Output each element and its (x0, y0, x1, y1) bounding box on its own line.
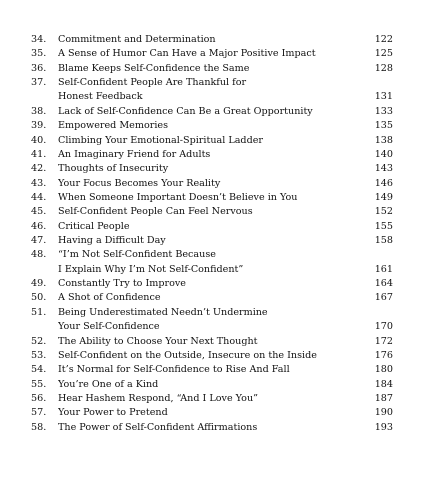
toc-entry (0, 220, 423, 234)
toc-entry-page-number: 155 (374, 220, 393, 232)
toc-entry-title: Your Power to Pretend (58, 407, 168, 419)
toc-entry-page-number: 184 (374, 378, 393, 390)
toc-entry-page-number: 152 (374, 206, 393, 218)
toc-entry-number: 57. (31, 407, 47, 419)
toc-entry-continuation (0, 263, 423, 277)
toc-entry-title: Constantly Try to Improve (58, 278, 186, 290)
toc-entry-title: Your Focus Becomes Your Reality (58, 177, 221, 189)
toc-entry-page-number: 138 (374, 134, 393, 146)
toc-entry-title: Empowered Memories (58, 120, 168, 132)
toc-entry-title: Blame Keeps Self-Confidence the Same (58, 62, 250, 74)
toc-entry-title: “I’m Not Self-Confident Because (58, 249, 216, 261)
toc-entry (0, 162, 423, 176)
toc-entry-title: You’re One of a Kind (58, 378, 159, 390)
toc-entry-title: Honest Feedback (58, 91, 143, 103)
toc-entry (0, 76, 423, 90)
toc-entry (0, 248, 423, 262)
toc-entry-title: The Ability to Choose Your Next Thought (58, 335, 258, 347)
toc-entry (0, 134, 423, 148)
toc-entry-page-number: 128 (374, 62, 393, 74)
toc-entry-page-number: 170 (374, 321, 393, 333)
toc-entry-number: 36. (31, 62, 47, 74)
toc-entry-number: 42. (31, 163, 47, 175)
toc-entry-title: The Power of Self-Confident Affirmations (58, 421, 258, 433)
toc-entry-page-number: 167 (374, 292, 393, 304)
toc-entry-title: Being Underestimated Needn’t Undermine (58, 306, 268, 318)
toc-entry-title: Self-Confident People Are Thankful for (58, 77, 247, 89)
toc-entry-title: Thoughts of Insecurity (58, 163, 169, 175)
table-of-contents (0, 33, 423, 435)
toc-entry-title: It’s Normal for Self-Confidence to Rise And Fall (58, 364, 290, 376)
toc-entry-page-number: 140 (374, 148, 393, 160)
toc-entry-title: Hear Hashem Respond, “And I Love You” (58, 392, 259, 404)
toc-entry-title: A Sense of Humor Can Have a Major Positive Impact (58, 48, 316, 60)
toc-entry-number: 51. (31, 306, 47, 318)
toc-entry-page-number: 187 (374, 392, 393, 404)
toc-entry-number: 44. (31, 191, 47, 203)
toc-entry (0, 306, 423, 320)
toc-entry-title: Your Self-Confidence (58, 321, 160, 333)
toc-entry-page-number: 158 (374, 235, 393, 247)
toc-entry-page-number: 161 (374, 263, 393, 275)
toc-entry (0, 148, 423, 162)
toc-entry (0, 62, 423, 76)
toc-entry-number: 39. (31, 120, 47, 132)
toc-entry (0, 33, 423, 47)
toc-entry-number: 48. (31, 249, 47, 261)
toc-entry-title: Self-Confident on the Outside, Insecure on the Inside (58, 349, 317, 361)
toc-entry-number: 41. (31, 148, 47, 160)
toc-entry-title: Climbing Your Emotional-Spiritual Ladder (58, 134, 263, 146)
toc-entry-page-number: 133 (374, 105, 393, 117)
toc-entry-title: Self-Confident People Can Feel Nervous (58, 206, 253, 218)
toc-entry (0, 277, 423, 291)
toc-entry-page-number: 180 (374, 364, 393, 376)
toc-entry-page-number: 172 (374, 335, 393, 347)
toc-entry (0, 335, 423, 349)
toc-entry (0, 105, 423, 119)
toc-entry-continuation (0, 320, 423, 334)
toc-entry-page-number: 146 (374, 177, 393, 189)
toc-entry-title: An Imaginary Friend for Adults (58, 148, 211, 160)
toc-entry (0, 291, 423, 305)
toc-entry (0, 234, 423, 248)
toc-entry-title: A Shot of Confidence (58, 292, 161, 304)
toc-entry-title: I Explain Why I’m Not Self-Confident” (58, 263, 244, 275)
toc-entry-number: 46. (31, 220, 47, 232)
toc-entry-number: 54. (31, 364, 47, 376)
toc-entry (0, 119, 423, 133)
toc-entry (0, 363, 423, 377)
toc-entry-number: 38. (31, 105, 47, 117)
toc-entry-page-number: 143 (374, 163, 393, 175)
toc-entry-title: Having a Difficult Day (58, 235, 166, 247)
toc-entry-title: Lack of Self-Confidence Can Be a Great Opportunity (58, 105, 313, 117)
toc-entry-number: 37. (31, 77, 47, 89)
toc-entry-page-number: 125 (374, 48, 393, 60)
toc-entry-number: 34. (31, 34, 47, 45)
toc-entry-title: When Someone Important Doesn’t Believe in You (58, 191, 298, 203)
toc-entry-number: 45. (31, 206, 47, 218)
toc-entry-title: Critical People (58, 220, 130, 232)
toc-entry (0, 349, 423, 363)
toc-entry (0, 421, 423, 435)
toc-entry-page-number: 176 (374, 349, 393, 361)
toc-entry (0, 392, 423, 406)
toc-entry (0, 47, 423, 61)
toc-entry-page-number: 131 (374, 91, 393, 103)
toc-entry (0, 205, 423, 219)
toc-entry-continuation (0, 90, 423, 104)
toc-entry-number: 52. (31, 335, 47, 347)
toc-entry (0, 177, 423, 191)
toc-entry-number: 55. (31, 378, 47, 390)
toc-entry-page-number: 190 (374, 407, 393, 419)
toc-entry-title: Commitment and Determination (58, 34, 216, 45)
toc-entry-page-number: 122 (374, 34, 393, 45)
toc-entry (0, 191, 423, 205)
toc-entry (0, 378, 423, 392)
toc-entry-page-number: 164 (374, 278, 393, 290)
toc-entry-number: 43. (31, 177, 47, 189)
toc-entry-number: 50. (31, 292, 47, 304)
toc-entry-page-number: 149 (374, 191, 393, 203)
toc-entry-number: 47. (31, 235, 47, 247)
toc-entry-page-number: 193 (374, 421, 393, 433)
toc-entry-number: 58. (31, 421, 47, 433)
toc-entry-number: 56. (31, 392, 47, 404)
toc-entry-page-number: 135 (374, 120, 393, 132)
toc-entry-number: 53. (31, 349, 47, 361)
toc-entry (0, 406, 423, 420)
toc-entry-number: 49. (31, 278, 47, 290)
toc-entry-number: 35. (31, 48, 47, 60)
toc-entry-number: 40. (31, 134, 47, 146)
